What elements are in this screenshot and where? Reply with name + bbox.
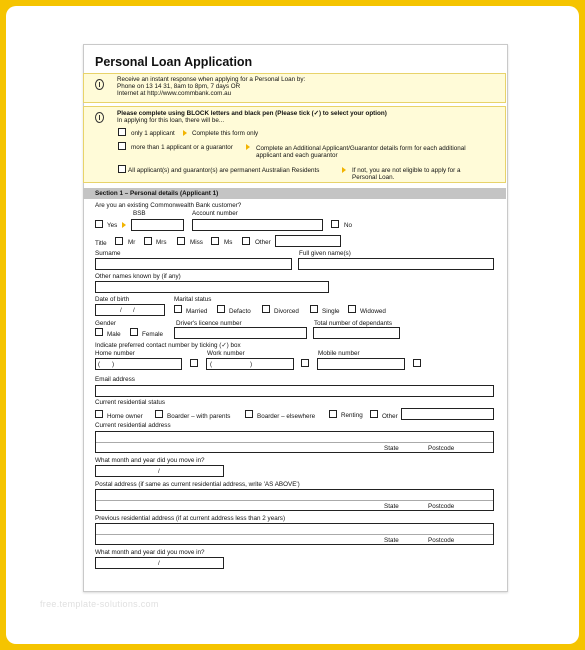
preferred-contact-label: Indicate preferred contact number by ticking (✓) box xyxy=(95,342,241,349)
title-miss-checkbox[interactable] xyxy=(177,237,185,245)
licence-input[interactable] xyxy=(174,327,307,339)
customer-no-checkbox[interactable] xyxy=(331,220,339,228)
title-mr-label: Mr xyxy=(128,239,136,246)
existing-customer-question: Are you an existing Commonwealth Bank customer? xyxy=(95,202,242,209)
title-ms-label: Ms xyxy=(224,239,233,246)
residents-result-2: Personal Loan. xyxy=(352,174,395,181)
widowed-checkbox[interactable] xyxy=(348,305,356,313)
info-icon xyxy=(95,112,104,123)
title-miss-label: Miss xyxy=(190,239,203,246)
customer-no-label: No xyxy=(344,222,353,229)
more-than-one-applicant-label: more than 1 applicant or a guarantor xyxy=(131,144,233,151)
only-one-applicant-checkbox[interactable] xyxy=(118,128,126,136)
notice-line-2: Phone on 13 14 31, 8am to 8pm, 7 days OR xyxy=(117,83,241,90)
work-preferred-checkbox[interactable] xyxy=(301,359,309,367)
residential-other-input[interactable] xyxy=(401,408,494,420)
other-names-label: Other names known by (if any) xyxy=(95,273,181,280)
mobile-number-input[interactable] xyxy=(317,358,405,370)
licence-label: Driver's licence number xyxy=(176,320,242,327)
title-mrs-checkbox[interactable] xyxy=(144,237,152,245)
title-mrs-label: Mrs xyxy=(156,239,167,246)
work-area-close: ) xyxy=(250,361,253,368)
single-checkbox[interactable] xyxy=(310,305,318,313)
email-label: Email address xyxy=(95,376,135,383)
widowed-label: Widowed xyxy=(360,308,386,315)
single-label: Single xyxy=(322,308,340,315)
arrow-right-icon xyxy=(246,144,250,150)
mobile-number-label: Mobile number xyxy=(318,350,360,357)
surname-label: Surname xyxy=(95,250,121,257)
title-other-label: Other xyxy=(255,239,271,246)
married-label: Married xyxy=(186,308,208,315)
dob-separator: / xyxy=(133,307,135,314)
previous-postcode-label: Postcode xyxy=(428,537,455,544)
arrow-right-icon xyxy=(183,130,187,136)
arrow-right-icon xyxy=(342,167,346,173)
customer-yes-label: Yes xyxy=(107,222,118,229)
home-area-open: ( xyxy=(98,361,101,368)
dob-input[interactable] xyxy=(95,304,165,316)
home-owner-checkbox[interactable] xyxy=(95,410,103,418)
page-title: Personal Loan Application xyxy=(95,55,253,69)
work-number-label: Work number xyxy=(207,350,245,357)
home-number-label: Home number xyxy=(95,350,135,357)
home-area-close: ) xyxy=(112,361,115,368)
account-number-label: Account number xyxy=(192,210,238,217)
move-in-label: What month and year did you move in? xyxy=(95,457,205,464)
account-number-input[interactable] xyxy=(192,219,323,231)
title-mr-checkbox[interactable] xyxy=(115,237,123,245)
address-divider xyxy=(96,534,493,535)
notice-line-1: Receive an instant response when applying for a Personal Loan by: xyxy=(117,76,306,83)
divorced-checkbox[interactable] xyxy=(262,305,270,313)
previous-state-label: State xyxy=(384,537,399,544)
residents-checkbox[interactable] xyxy=(118,165,126,173)
state-label: State xyxy=(384,445,399,452)
address-divider xyxy=(96,442,493,443)
dependants-label: Total number of dependants xyxy=(314,320,393,327)
postcode-label: Postcode xyxy=(428,445,455,452)
boarder-elsewhere-checkbox[interactable] xyxy=(245,410,253,418)
home-number-input[interactable] xyxy=(95,358,182,370)
more-than-one-applicant-checkbox[interactable] xyxy=(118,142,126,150)
given-names-input[interactable] xyxy=(298,258,494,270)
notice-line-3: Internet at http://www.commbank.com.au xyxy=(117,90,232,97)
boarder-elsewhere-label: Boarder – elsewhere xyxy=(257,413,316,420)
address-divider xyxy=(96,500,493,501)
residential-status-label: Current residential status xyxy=(95,399,165,406)
residential-other-checkbox[interactable] xyxy=(370,410,378,418)
mobile-preferred-checkbox[interactable] xyxy=(413,359,421,367)
only-one-applicant-result: Complete this form only xyxy=(192,130,259,137)
title-ms-checkbox[interactable] xyxy=(211,237,219,245)
watermark-text: free.template-solutions.com xyxy=(40,599,159,609)
instructions-line-1: Please complete using BLOCK letters and black pen (Please tick (✓) to select your option) xyxy=(117,110,387,117)
given-names-label: Full given name(s) xyxy=(299,250,351,257)
dob-separator: / xyxy=(120,307,122,314)
surname-input[interactable] xyxy=(95,258,292,270)
married-checkbox[interactable] xyxy=(174,305,182,313)
previous-address-label: Previous residential address (if at current address less than 2 years) xyxy=(95,515,286,522)
residents-result-1: If not, you are not eligible to apply for a xyxy=(352,167,461,174)
current-address-label: Current residential address xyxy=(95,422,171,429)
arrow-right-icon xyxy=(122,222,126,228)
boarder-parents-checkbox[interactable] xyxy=(155,410,163,418)
postal-postcode-label: Postcode xyxy=(428,503,455,510)
marital-status-label: Marital status xyxy=(174,296,212,303)
defacto-checkbox[interactable] xyxy=(217,305,225,313)
only-one-applicant-label: only 1 applicant xyxy=(131,130,175,137)
bsb-label: BSB xyxy=(133,210,146,217)
email-input[interactable] xyxy=(95,385,494,397)
residents-label: All applicant(s) and guarantor(s) are permanent Australian Residents xyxy=(128,167,320,174)
renting-label: Renting xyxy=(341,412,363,419)
boarder-parents-label: Boarder – with parents xyxy=(167,413,231,420)
postal-address-label: Postal address (if same as current residential address, write 'AS ABOVE') xyxy=(95,481,300,488)
dob-label: Date of birth xyxy=(95,296,130,303)
bsb-input[interactable] xyxy=(131,219,184,231)
female-label: Female xyxy=(142,331,163,338)
other-names-input[interactable] xyxy=(95,281,329,293)
renting-checkbox[interactable] xyxy=(329,410,337,418)
instructions-line-2: In applying for this loan, there will be... xyxy=(117,117,225,124)
female-checkbox[interactable] xyxy=(130,328,138,336)
residential-other-label: Other xyxy=(382,413,398,420)
title-label: Title xyxy=(95,240,107,247)
previous-move-in-separator: / xyxy=(158,560,160,567)
title-other-input[interactable] xyxy=(275,235,341,247)
home-owner-label: Home owner xyxy=(107,413,143,420)
home-preferred-checkbox[interactable] xyxy=(190,359,198,367)
male-label: Male xyxy=(107,331,121,338)
more-than-one-applicant-result-2: applicant and each guarantor xyxy=(256,152,338,159)
move-in-separator: / xyxy=(158,468,160,475)
divorced-label: Divorced xyxy=(274,308,299,315)
postal-state-label: State xyxy=(384,503,399,510)
defacto-label: Defacto xyxy=(229,308,251,315)
title-other-checkbox[interactable] xyxy=(242,237,250,245)
more-than-one-applicant-result-1: Complete an Additional Applicant/Guarantor details form for each additional xyxy=(256,145,466,152)
section-header: Section 1 – Personal details (Applicant 1) xyxy=(95,190,219,197)
gender-label: Gender xyxy=(95,320,117,327)
work-area-open: ( xyxy=(210,361,213,368)
previous-move-in-label: What month and year did you move in? xyxy=(95,549,205,556)
male-checkbox[interactable] xyxy=(95,328,103,336)
dependants-input[interactable] xyxy=(313,327,400,339)
info-icon xyxy=(95,79,104,90)
customer-yes-checkbox[interactable] xyxy=(95,220,103,228)
